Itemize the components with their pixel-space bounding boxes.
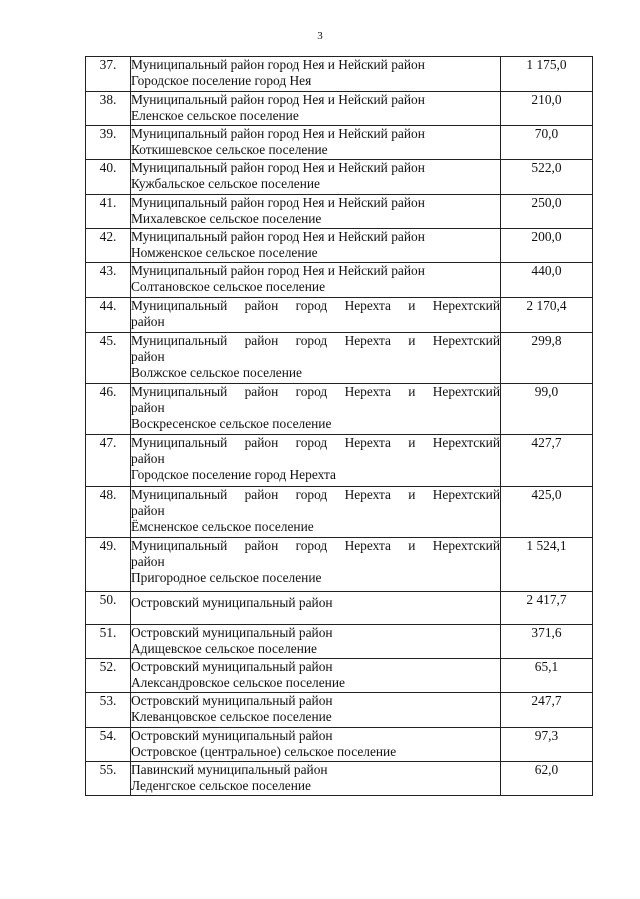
- name-line: Островский муниципальный район: [131, 693, 333, 708]
- table-row: [86, 592, 593, 625]
- municipality-name: [131, 592, 501, 625]
- row-number: 39.: [86, 126, 131, 160]
- table-row: [86, 384, 593, 435]
- name-line: Муниципальный район город Нея и Нейский район: [131, 57, 425, 72]
- amount-value: 99,0: [501, 384, 593, 435]
- table-row: [86, 229, 593, 263]
- name-line: Леденгское сельское поселение: [131, 778, 311, 793]
- amount-value: 1 175,0: [501, 57, 593, 92]
- table-row: [86, 126, 593, 160]
- table-body: [86, 57, 593, 796]
- municipality-name: [131, 487, 501, 538]
- name-line: Кужбальское сельское поселение: [131, 176, 321, 191]
- row-number: 47.: [86, 435, 131, 487]
- municipality-name: [131, 435, 501, 487]
- municipality-name: [131, 160, 501, 195]
- row-number: 55.: [86, 762, 131, 796]
- name-line: район: [131, 503, 165, 518]
- name-line: Муниципальный район город Нея и Нейский район: [131, 92, 425, 107]
- name-line: Павинский муниципальный район: [131, 762, 328, 777]
- table-row: [86, 728, 593, 762]
- name-line: Муниципальный район город Нея и Нейский район: [131, 126, 425, 141]
- table-row: [86, 57, 593, 92]
- table-row: [86, 762, 593, 796]
- amount-value: 2 417,7: [501, 592, 593, 625]
- name-line: Муниципальный район город Нерехта и Нерехтский: [131, 298, 500, 313]
- amount-value: 425,0: [501, 487, 593, 538]
- allocation-table: [85, 56, 593, 796]
- municipality-name: [131, 625, 501, 659]
- amount-value: 250,0: [501, 195, 593, 229]
- name-line: Городское поселение город Нея: [131, 73, 312, 88]
- amount-value: 522,0: [501, 160, 593, 195]
- row-number: 43.: [86, 263, 131, 298]
- page-number: 3: [317, 30, 323, 42]
- name-line: Коткишевское сельское поселение: [131, 142, 328, 157]
- row-number: 40.: [86, 160, 131, 195]
- municipality-name: [131, 92, 501, 126]
- municipality-name: [131, 263, 501, 298]
- municipality-name: [131, 659, 501, 693]
- table-row: [86, 538, 593, 592]
- name-line: район: [131, 314, 165, 329]
- name-line: Михалевское сельское поселение: [131, 211, 322, 226]
- table-row: [86, 333, 593, 384]
- row-number: 48.: [86, 487, 131, 538]
- table-row: [86, 487, 593, 538]
- table-row: [86, 693, 593, 728]
- amount-value: 371,6: [501, 625, 593, 659]
- name-line: Еленское сельское поселение: [131, 108, 299, 123]
- amount-value: 427,7: [501, 435, 593, 487]
- municipality-name: [131, 298, 501, 333]
- name-line: Ёмсненское сельское поселение: [131, 519, 314, 534]
- municipality-name: [131, 384, 501, 435]
- name-line: Волжское сельское поселение: [131, 365, 302, 380]
- municipality-name: [131, 538, 501, 592]
- name-line: Адищевское сельское поселение: [131, 641, 317, 656]
- row-number: 54.: [86, 728, 131, 762]
- row-number: 50.: [86, 592, 131, 625]
- name-line: Муниципальный район город Нерехта и Нерехтский: [131, 487, 500, 502]
- name-line: Городское поселение город Нерехта: [131, 467, 336, 482]
- name-line: Муниципальный район город Нея и Нейский район: [131, 229, 425, 244]
- name-line: Муниципальный район город Нея и Нейский район: [131, 263, 425, 278]
- name-line: район: [131, 400, 165, 415]
- name-line: Александровское сельское поселение: [131, 675, 345, 690]
- name-line: район: [131, 349, 165, 364]
- amount-value: 2 170,4: [501, 298, 593, 333]
- municipality-name: [131, 57, 501, 92]
- name-line: Островский муниципальный район: [131, 595, 333, 610]
- table-row: [86, 160, 593, 195]
- name-line: район: [131, 554, 165, 569]
- name-line: Клеванцовское сельское поселение: [131, 709, 332, 724]
- amount-value: 1 524,1: [501, 538, 593, 592]
- name-line: Островский муниципальный район: [131, 728, 333, 743]
- amount-value: 299,8: [501, 333, 593, 384]
- amount-value: 210,0: [501, 92, 593, 126]
- name-line: Островский муниципальный район: [131, 659, 333, 674]
- name-line: Муниципальный район город Нерехта и Нерехтский: [131, 435, 500, 450]
- row-number: 38.: [86, 92, 131, 126]
- row-number: 46.: [86, 384, 131, 435]
- row-number: 49.: [86, 538, 131, 592]
- municipality-name: [131, 229, 501, 263]
- municipality-name: [131, 195, 501, 229]
- table-row: [86, 195, 593, 229]
- table-row: [86, 263, 593, 298]
- municipality-name: [131, 728, 501, 762]
- table-row: [86, 625, 593, 659]
- name-line: район: [131, 451, 165, 466]
- row-number: 51.: [86, 625, 131, 659]
- amount-value: 65,1: [501, 659, 593, 693]
- municipality-name: [131, 333, 501, 384]
- name-line: Островский муниципальный район: [131, 625, 333, 640]
- name-line: Муниципальный район город Нерехта и Нерехтский: [131, 538, 500, 553]
- table-row: [86, 659, 593, 693]
- name-line: Воскресенское сельское поселение: [131, 416, 332, 431]
- row-number: 41.: [86, 195, 131, 229]
- row-number: 53.: [86, 693, 131, 728]
- row-number: 44.: [86, 298, 131, 333]
- row-number: 42.: [86, 229, 131, 263]
- name-line: Номженское сельское поселение: [131, 245, 318, 260]
- row-number: 45.: [86, 333, 131, 384]
- table-row: [86, 298, 593, 333]
- name-line: Островское (центральное) сельское поселение: [131, 744, 397, 759]
- name-line: Муниципальный район город Нерехта и Нерехтский: [131, 333, 500, 348]
- table-row: [86, 435, 593, 487]
- table-row: [86, 92, 593, 126]
- municipality-name: [131, 693, 501, 728]
- municipality-name: [131, 762, 501, 796]
- name-line: Муниципальный район город Нерехта и Нерехтский: [131, 384, 500, 399]
- amount-value: 200,0: [501, 229, 593, 263]
- row-number: 37.: [86, 57, 131, 92]
- name-line: Муниципальный район город Нея и Нейский район: [131, 195, 425, 210]
- amount-value: 62,0: [501, 762, 593, 796]
- row-number: 52.: [86, 659, 131, 693]
- amount-value: 97,3: [501, 728, 593, 762]
- name-line: Солтановское сельское поселение: [131, 279, 326, 294]
- amount-value: 247,7: [501, 693, 593, 728]
- amount-value: 70,0: [501, 126, 593, 160]
- amount-value: 440,0: [501, 263, 593, 298]
- name-line: Муниципальный район город Нея и Нейский район: [131, 160, 425, 175]
- name-line: Пригородное сельское поселение: [131, 570, 322, 585]
- municipality-name: [131, 126, 501, 160]
